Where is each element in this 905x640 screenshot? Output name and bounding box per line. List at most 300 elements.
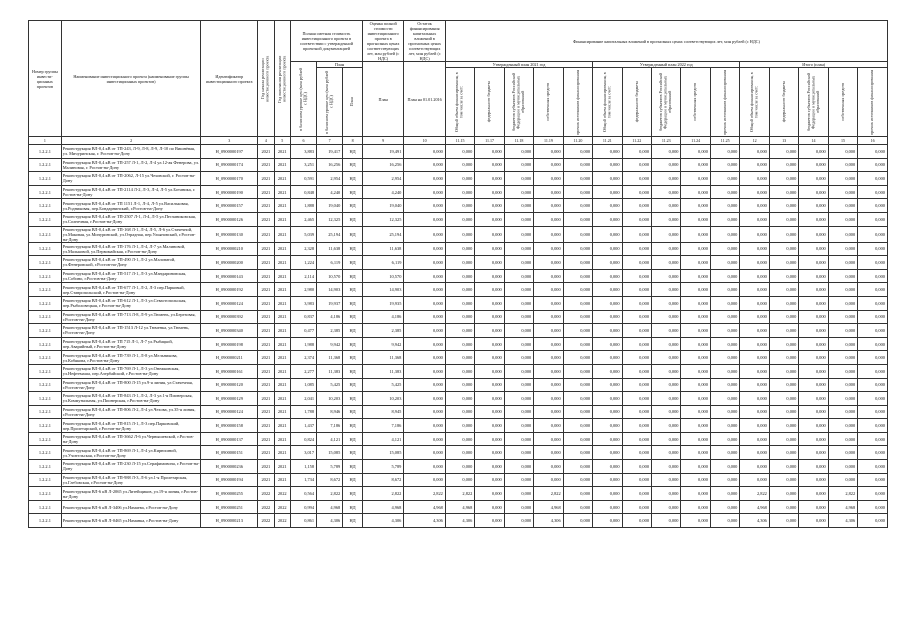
financing-cell: 0,000 — [622, 226, 651, 242]
base-cost-cell: 0,477 — [290, 324, 316, 338]
financing-cell: 0,000 — [593, 514, 622, 528]
start-year-cell: 2021 — [258, 256, 274, 270]
financing-cell: 0,000 — [652, 460, 681, 474]
financing-cell: 0,000 — [504, 269, 533, 283]
remainder-cell: 0,000 — [404, 269, 445, 283]
end-year-cell: 2021 — [274, 419, 290, 433]
end-year-cell: 2021 — [274, 446, 290, 460]
cost-sign-cell: НД — [343, 185, 363, 199]
estimate-cell: 5,425 — [362, 378, 403, 392]
financing-cell: 0,000 — [710, 446, 739, 460]
header-remainder-plan: План на 01.01.2016 — [404, 62, 445, 137]
start-year-cell: 2021 — [258, 172, 274, 186]
base-cost-cell: 5,039 — [290, 226, 316, 242]
estimate-cell: 14,903 — [362, 283, 403, 297]
header-total: Итого (план) — [740, 62, 888, 68]
financing-cell: 0,000 — [681, 226, 710, 242]
end-year-cell: 2021 — [274, 392, 290, 406]
project-id-cell: H_0900000210 — [201, 242, 258, 256]
financing-cell: 0,000 — [445, 145, 474, 159]
table-body — [29, 137, 888, 528]
financing-cell: 0,000 — [858, 324, 888, 338]
estimate-cell: 19,491 — [362, 145, 403, 159]
financing-cell: 0,000 — [445, 185, 474, 199]
financing-cell: 0,000 — [593, 283, 622, 297]
start-year-cell: 2021 — [258, 460, 274, 474]
end-year-cell: 2021 — [274, 473, 290, 487]
cost-plan-cell: 4,968 — [317, 500, 343, 514]
financing-cell: 0,000 — [622, 378, 651, 392]
end-year-cell: 2021 — [274, 283, 290, 297]
financing-cell: 0,000 — [740, 392, 769, 406]
financing-cell: 0,000 — [740, 473, 769, 487]
header-base-prices: в базисном уровне цен (млн рублей с НДС) — [290, 62, 316, 137]
financing-cell: 0,000 — [858, 405, 888, 419]
financing-cell: 0,000 — [475, 296, 504, 310]
financing-cell: 0,000 — [828, 212, 857, 226]
financing-cell: 0,000 — [740, 432, 769, 446]
financing-cell: 0,000 — [710, 419, 739, 433]
column-number-row — [29, 137, 888, 145]
estimate-cell: 11,638 — [362, 242, 403, 256]
base-cost-cell: 0,994 — [290, 500, 316, 514]
financing-cell: 0,000 — [622, 351, 651, 365]
financing-cell: 0,000 — [563, 514, 592, 528]
financing-cell: 0,000 — [475, 337, 504, 351]
table-row — [29, 296, 888, 310]
financing-cell: 0,000 — [534, 158, 563, 172]
financing-cell: 0,000 — [740, 296, 769, 310]
financing-cell: 0,000 — [593, 199, 622, 213]
financing-cell: 0,000 — [563, 145, 592, 159]
cost-sign-cell: НД — [343, 446, 363, 460]
project-name-cell: Реконструкция ВЛ-0,4 кВ от ТП-1513 Л-12 ул.Тюменка, ул.Тюмень, г.Ростов-на-Дону — [61, 324, 201, 338]
financing-cell: 0,000 — [828, 460, 857, 474]
financing-cell: 0,000 — [593, 296, 622, 310]
project-id-cell: H_0900000211 — [201, 351, 258, 365]
financing-cell: 0,000 — [769, 500, 798, 514]
project-name-cell: Реконструкция ВЛ-0,4 кВ от ТП-713 Л-8, Л-9 ул.Тюмень, ул.Березовая, г.Ростов-на-Дону — [61, 310, 201, 324]
project-name-cell: Реконструкция ВЛ-0,4 кВ от ТП-2507 Л-1, Л-4, Л-5 ул.Песчаниковская, ул.Солнечная, г.Ростов-на-Дону — [61, 212, 201, 226]
financing-cell: 0,000 — [534, 226, 563, 242]
financing-cell: 0,000 — [445, 419, 474, 433]
financing-cell: 0,000 — [593, 242, 622, 256]
table-row — [29, 378, 888, 392]
financing-cell: 0,000 — [504, 351, 533, 365]
financing-cell: 0,000 — [769, 283, 798, 297]
financing-cell: 0,000 — [799, 226, 828, 242]
group-number-cell: 1.2.2.1 — [29, 324, 62, 338]
table-row — [29, 419, 888, 433]
table-row — [29, 514, 888, 528]
table-row — [29, 158, 888, 172]
financing-cell: 0,000 — [563, 351, 592, 365]
financing-cell: 0,000 — [799, 432, 828, 446]
financing-cell: 0,000 — [710, 514, 739, 528]
end-year-cell: 2021 — [274, 296, 290, 310]
financing-cell: 0,000 — [681, 269, 710, 283]
start-year-cell: 2022 — [258, 514, 274, 528]
financing-cell: 0,000 — [858, 199, 888, 213]
financing-cell: 0,000 — [622, 500, 651, 514]
start-year-cell: 2021 — [258, 473, 274, 487]
financing-cell: 0,000 — [622, 460, 651, 474]
financing-cell: 0,000 — [445, 212, 474, 226]
financing-cell: 0,000 — [710, 199, 739, 213]
remainder-cell: 0,000 — [404, 405, 445, 419]
project-name-cell: Реконструкция ВЛ-0,4 кВ от ТП-869 Л-1, Л-4 ул.Кирюхиной, ул.Учительская, г.Ростов-на-Дону — [61, 446, 201, 460]
header-cost-prices: в базисном уровне цен (млн рублей с НДС) — [317, 68, 343, 137]
remainder-cell: 0,000 — [404, 473, 445, 487]
end-year-cell: 2021 — [274, 185, 290, 199]
financing-cell: 0,000 — [504, 392, 533, 406]
financing-cell: 0,000 — [710, 185, 739, 199]
group-number-cell: 1.2.2.1 — [29, 185, 62, 199]
financing-cell: 0,000 — [504, 500, 533, 514]
group-number-cell: 1.2.2.1 — [29, 432, 62, 446]
financing-cell: 0,000 — [828, 432, 857, 446]
financing-cell: 0,000 — [563, 158, 592, 172]
cost-sign-cell: НД — [343, 199, 363, 213]
column-number: 11.24 — [681, 137, 710, 145]
financing-cell: 0,000 — [563, 446, 592, 460]
financing-cell: 0,000 — [769, 185, 798, 199]
financing-cell: 0,000 — [799, 460, 828, 474]
cost-plan-cell: 19,040 — [317, 199, 343, 213]
financing-cell: 0,000 — [563, 419, 592, 433]
group-number-cell: 1.2.2.1 — [29, 296, 62, 310]
header-2022-other: прочих источников финансирования — [710, 68, 739, 137]
financing-cell: 0,000 — [652, 432, 681, 446]
financing-cell: 0,000 — [593, 172, 622, 186]
remainder-cell: 0,000 — [404, 296, 445, 310]
financing-cell: 0,000 — [799, 283, 828, 297]
group-number-cell: 1.2.2.1 — [29, 473, 62, 487]
table-row — [29, 269, 888, 283]
financing-cell: 0,000 — [710, 256, 739, 270]
financing-cell: 0,000 — [445, 351, 474, 365]
financing-cell: 0,000 — [593, 256, 622, 270]
end-year-cell: 2021 — [274, 256, 290, 270]
financing-cell: 0,000 — [858, 460, 888, 474]
financing-cell: 0,000 — [504, 419, 533, 433]
financing-cell: 0,000 — [769, 392, 798, 406]
financing-cell: 0,000 — [740, 378, 769, 392]
financing-cell: 0,000 — [534, 364, 563, 378]
financing-cell: 2,822 — [740, 487, 769, 501]
project-name-cell: Реконструкция ВЛ-0,4 кВ от ТП-517 Л-1, Л-3 ул.Мандариновская, ул.Собино, г.Ростов-на-Дону — [61, 269, 201, 283]
financing-cell: 0,000 — [622, 392, 651, 406]
financing-cell: 0,000 — [534, 145, 563, 159]
financing-cell: 0,000 — [475, 460, 504, 474]
cost-plan-cell: 4,306 — [317, 514, 343, 528]
base-cost-cell: 3,883 — [290, 145, 316, 159]
financing-cell: 0,000 — [858, 514, 888, 528]
financing-cell: 0,000 — [445, 226, 474, 242]
financing-cell: 0,000 — [799, 212, 828, 226]
cost-plan-cell: 8,946 — [317, 405, 343, 419]
financing-cell: 0,000 — [534, 324, 563, 338]
financing-cell: 0,000 — [769, 446, 798, 460]
cost-sign-cell: НД — [343, 310, 363, 324]
estimate-cell: 4,306 — [362, 514, 403, 528]
financing-cell: 0,000 — [858, 392, 888, 406]
estimate-cell: 19,040 — [362, 199, 403, 213]
financing-cell: 0,000 — [828, 242, 857, 256]
financing-cell: 0,000 — [858, 226, 888, 242]
estimate-cell: 2,822 — [362, 487, 403, 501]
financing-cell: 0,000 — [504, 158, 533, 172]
group-number-cell: 1.2.2.1 — [29, 337, 62, 351]
financing-cell: 0,000 — [504, 226, 533, 242]
financing-cell: 0,000 — [563, 242, 592, 256]
financing-cell: 0,000 — [740, 158, 769, 172]
estimate-cell: 16,256 — [362, 158, 403, 172]
financing-cell: 0,000 — [799, 324, 828, 338]
cost-sign-cell: НД — [343, 296, 363, 310]
financing-cell: 0,000 — [504, 242, 533, 256]
project-id-cell: H_0900000158 — [201, 419, 258, 433]
project-name-cell: Реконструкция ВЛ-0,4 кВ от ТП-243, Л-9, Л-8, Л-9, Л-10 по Вишнёвая, ул. Мичуринская, г. Ростов-на-Дону — [61, 145, 201, 159]
end-year-cell: 2021 — [274, 226, 290, 242]
cost-sign-cell: НД — [343, 419, 363, 433]
project-id-cell: H_0900000170 — [201, 172, 258, 186]
financing-cell: 0,000 — [769, 310, 798, 324]
remainder-cell: 0,000 — [404, 392, 445, 406]
financing-cell: 0,000 — [681, 473, 710, 487]
financing-cell: 0,000 — [799, 514, 828, 528]
header-cost-sign: План — [343, 68, 363, 137]
financing-cell: 0,000 — [710, 212, 739, 226]
financing-cell: 0,000 — [504, 199, 533, 213]
estimate-cell: 10,203 — [362, 392, 403, 406]
financing-cell: 0,000 — [622, 212, 651, 226]
cost-plan-cell: 9,942 — [317, 337, 343, 351]
financing-cell: 0,000 — [740, 337, 769, 351]
group-number-cell: 1.2.2.1 — [29, 145, 62, 159]
remainder-cell: 0,000 — [404, 324, 445, 338]
table-row — [29, 324, 888, 338]
base-cost-cell: 0,824 — [290, 432, 316, 446]
financing-cell: 0,000 — [622, 145, 651, 159]
end-year-cell: 2021 — [274, 172, 290, 186]
financing-cell: 0,000 — [858, 378, 888, 392]
financing-cell: 0,000 — [593, 392, 622, 406]
financing-cell: 0,000 — [828, 283, 857, 297]
project-id-cell: H_0900000251 — [201, 500, 258, 514]
start-year-cell: 2021 — [258, 392, 274, 406]
cost-plan-cell: 10,570 — [317, 269, 343, 283]
financing-cell: 0,000 — [652, 199, 681, 213]
table-row — [29, 473, 888, 487]
cost-sign-cell: НД — [343, 145, 363, 159]
financing-cell: 0,000 — [710, 172, 739, 186]
financing-cell: 0,000 — [710, 432, 739, 446]
financing-cell: 0,000 — [652, 310, 681, 324]
financing-cell: 0,000 — [445, 473, 474, 487]
end-year-cell: 2021 — [274, 242, 290, 256]
financing-cell: 0,000 — [593, 185, 622, 199]
end-year-cell: 2021 — [274, 158, 290, 172]
financing-cell: 0,000 — [445, 269, 474, 283]
financing-cell: 0,000 — [475, 310, 504, 324]
header-group-number: Номер группы инвести-ционных проектов — [29, 21, 62, 137]
remainder-cell: 4,306 — [404, 514, 445, 528]
table-row — [29, 199, 888, 213]
column-number: 16 — [858, 137, 888, 145]
financing-cell: 4,306 — [534, 514, 563, 528]
financing-cell: 0,000 — [652, 378, 681, 392]
financing-cell: 0,000 — [475, 185, 504, 199]
financing-cell: 0,000 — [445, 242, 474, 256]
financing-cell: 0,000 — [710, 283, 739, 297]
financing-cell: 0,000 — [710, 500, 739, 514]
cost-sign-cell: НД — [343, 242, 363, 256]
financing-cell: 0,000 — [652, 405, 681, 419]
financing-cell: 0,000 — [445, 405, 474, 419]
group-number-cell: 1.2.2.1 — [29, 199, 62, 213]
start-year-cell: 2021 — [258, 310, 274, 324]
financing-cell: 0,000 — [622, 473, 651, 487]
project-name-cell: Реконструкция ВЛ-0,4 кВ от ТП-168 Л-1, Л-4, Л-5, Л-6 ул.Стачечной, ул.Маковая, ул.Мичуринской, ул.Отрадная, пер.Ульяновский, г.Ростов-на-Дону — [61, 226, 201, 242]
base-cost-cell: 1,224 — [290, 256, 316, 270]
table-row — [29, 405, 888, 419]
group-number-cell: 1.2.2.1 — [29, 269, 62, 283]
base-cost-cell: 2,114 — [290, 269, 316, 283]
remainder-cell: 0,000 — [404, 283, 445, 297]
financing-cell: 0,000 — [858, 158, 888, 172]
remainder-cell: 0,000 — [404, 199, 445, 213]
financing-cell: 0,000 — [858, 172, 888, 186]
financing-cell: 4,968 — [445, 500, 474, 514]
financing-cell: 4,968 — [740, 500, 769, 514]
project-id-cell: H_0900000129 — [201, 392, 258, 406]
financing-cell: 0,000 — [652, 158, 681, 172]
project-name-cell: Реконструкция ВЛ-6 кВ Л-3406 ул.Намаева, г.Ростов-на-Дону — [61, 500, 201, 514]
remainder-cell: 0,000 — [404, 446, 445, 460]
project-name-cell: Реконструкция ВЛ-0,4 кВ от ТП-176 Л-1, Л-4, Л-7 ул.Малиновой, ул.Мальковой, ул.Первомайская, г.Ростов-на-Дону — [61, 242, 201, 256]
cost-plan-cell: 19,937 — [317, 296, 343, 310]
estimate-cell: 2,385 — [362, 324, 403, 338]
project-id-cell: H_0900000124 — [201, 405, 258, 419]
financing-cell: 0,000 — [769, 199, 798, 213]
financing-cell: 0,000 — [799, 378, 828, 392]
financing-cell: 0,000 — [563, 226, 592, 242]
financing-cell: 0,000 — [475, 473, 504, 487]
financing-cell: 0,000 — [652, 487, 681, 501]
financing-cell: 0,000 — [799, 158, 828, 172]
financing-cell: 0,000 — [681, 446, 710, 460]
group-number-cell: 1.2.2.1 — [29, 242, 62, 256]
cost-plan-cell: 11,638 — [317, 242, 343, 256]
financing-cell: 0,000 — [475, 364, 504, 378]
financing-cell: 0,000 — [652, 324, 681, 338]
financing-cell: 0,000 — [858, 337, 888, 351]
financing-cell: 0,000 — [534, 310, 563, 324]
financing-cell: 0,000 — [828, 256, 857, 270]
financing-cell: 0,000 — [504, 405, 533, 419]
financing-cell: 0,000 — [828, 226, 857, 242]
start-year-cell: 2021 — [258, 351, 274, 365]
cost-plan-cell: 4,186 — [317, 310, 343, 324]
column-number: 13 — [769, 137, 798, 145]
financing-cell: 0,000 — [858, 269, 888, 283]
cost-sign-cell: НД — [343, 432, 363, 446]
estimate-cell: 10,570 — [362, 269, 403, 283]
financing-cell: 0,000 — [475, 324, 504, 338]
financing-cell: 0,000 — [710, 337, 739, 351]
financing-cell: 0,000 — [475, 158, 504, 172]
group-number-cell: 1.2.2.1 — [29, 256, 62, 270]
financing-cell: 0,000 — [593, 337, 622, 351]
financing-cell: 0,000 — [740, 269, 769, 283]
financing-cell: 0,000 — [652, 185, 681, 199]
financing-cell: 0,000 — [445, 392, 474, 406]
table-row — [29, 446, 888, 460]
financing-cell: 0,000 — [652, 283, 681, 297]
estimate-cell: 12,325 — [362, 212, 403, 226]
financing-cell: 0,000 — [622, 269, 651, 283]
financing-cell: 0,000 — [828, 324, 857, 338]
financing-cell: 0,000 — [769, 212, 798, 226]
financing-cell: 0,000 — [652, 172, 681, 186]
financing-cell: 0,000 — [769, 432, 798, 446]
column-number: 15 — [828, 137, 857, 145]
project-name-cell: Реконструкция ВЛ-0,4 кВ от ТП-677 Л-1, Л-2, Л-3 пер.Парковый, пер.Ставропольский, г.Ростов-на-Дону — [61, 283, 201, 297]
financing-cell: 0,000 — [563, 432, 592, 446]
end-year-cell: 2021 — [274, 351, 290, 365]
project-id-cell: H_0900000126 — [201, 212, 258, 226]
cost-sign-cell: НД — [343, 405, 363, 419]
end-year-cell: 2021 — [274, 460, 290, 474]
financing-cell: 0,000 — [769, 337, 798, 351]
project-id-cell: H_0900000392 — [201, 310, 258, 324]
financing-cell: 0,000 — [858, 500, 888, 514]
group-number-cell: 1.2.2.1 — [29, 500, 62, 514]
end-year-cell: 2022 — [274, 487, 290, 501]
base-cost-cell: 0,837 — [290, 310, 316, 324]
investment-program-sheet — [28, 20, 888, 528]
financing-cell: 4,968 — [534, 500, 563, 514]
base-cost-cell: 0,591 — [290, 172, 316, 186]
group-number-cell: 1.2.2.1 — [29, 283, 62, 297]
cost-plan-cell: 25,194 — [317, 226, 343, 242]
financing-cell: 0,000 — [563, 337, 592, 351]
project-name-cell: Реконструкция ВЛ-0,4 кВ от ТП-739 Л-1, Л-8 ул.Мельникова, ул.Кобякова, г.Ростов-на-Дону — [61, 351, 201, 365]
financing-cell: 0,000 — [828, 419, 857, 433]
financing-cell: 0,000 — [563, 296, 592, 310]
financing-cell: 0,000 — [681, 500, 710, 514]
end-year-cell: 2021 — [274, 212, 290, 226]
financing-cell: 0,000 — [475, 269, 504, 283]
cost-plan-cell: 15,085 — [317, 446, 343, 460]
financing-cell: 0,000 — [681, 405, 710, 419]
financing-cell: 0,000 — [622, 432, 651, 446]
project-name-cell: Реконструкция ВЛ-0,4 кВ от ТП-612 Л-1, Л-3 ул.Севастопольская, пер.Рыболовецкая, г.Ростов-на-Дону — [61, 296, 201, 310]
header-plan-2022: Утвержденный план 2022 год — [593, 62, 740, 68]
financing-cell: 0,000 — [799, 446, 828, 460]
column-number: 1 — [29, 137, 62, 145]
financing-cell: 0,000 — [769, 473, 798, 487]
financing-cell: 0,000 — [828, 337, 857, 351]
financing-cell: 0,000 — [593, 310, 622, 324]
start-year-cell: 2021 — [258, 158, 274, 172]
table-row — [29, 351, 888, 365]
financing-cell: 0,000 — [504, 212, 533, 226]
financing-cell: 0,000 — [799, 419, 828, 433]
financing-cell: 0,000 — [710, 310, 739, 324]
start-year-cell: 2021 — [258, 212, 274, 226]
